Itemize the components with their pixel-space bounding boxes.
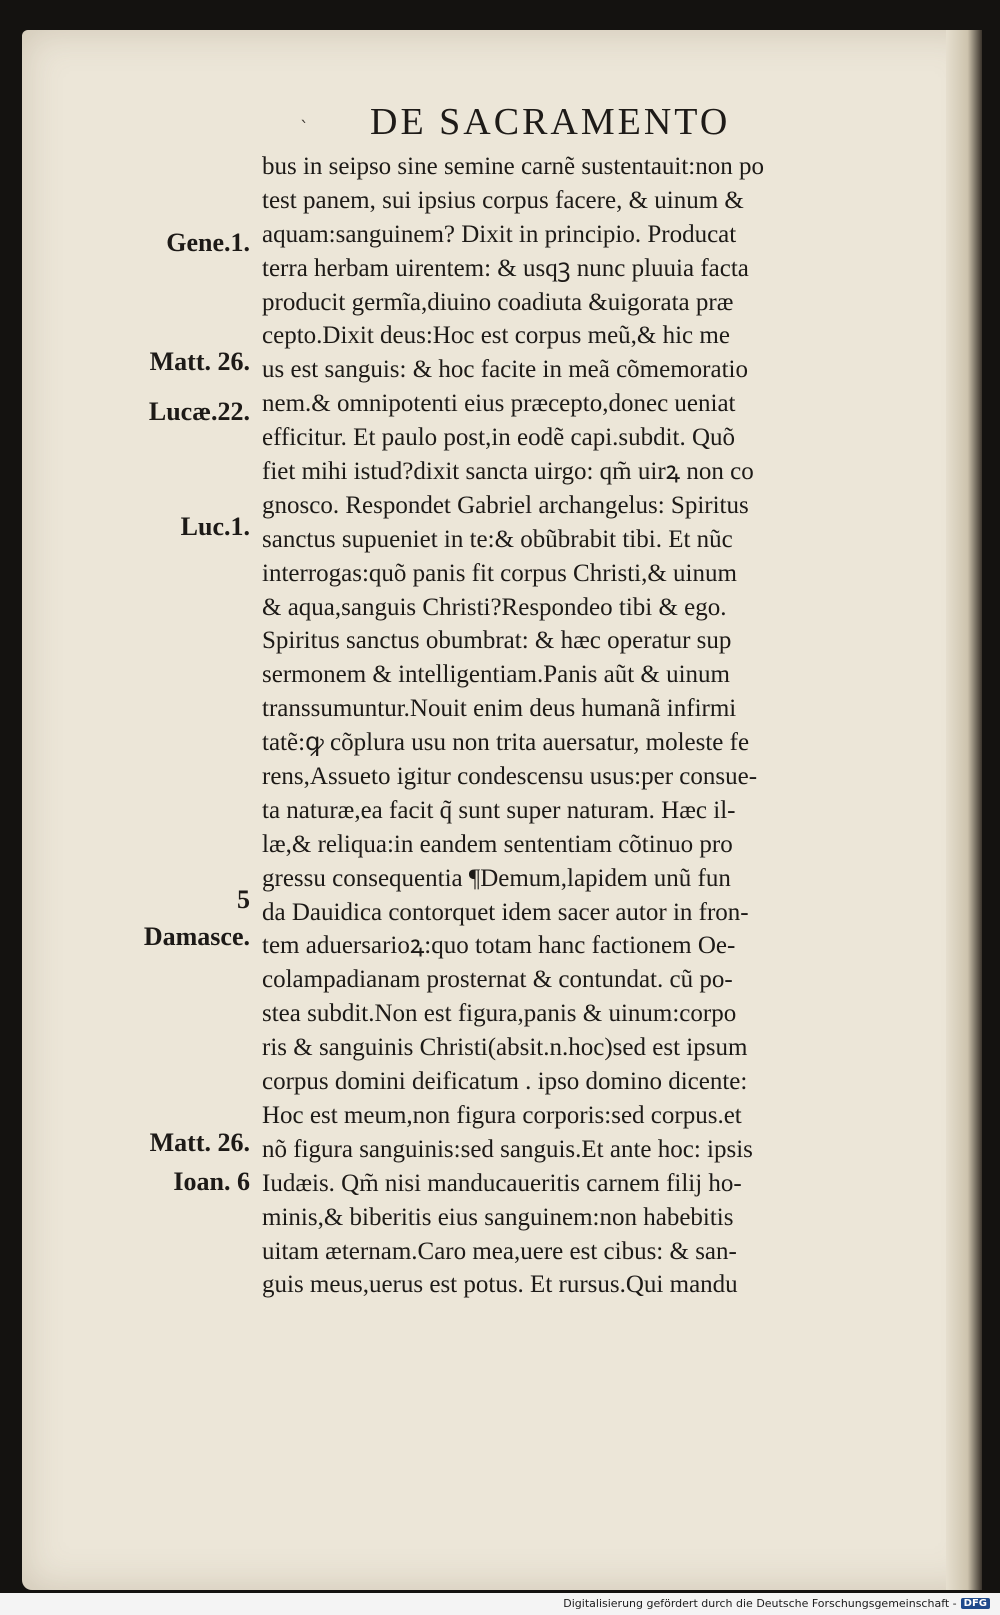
text-line: læ,& reliqua:in eandem sententiam cõtinuo pro	[262, 830, 733, 858]
dfg-logo: DFG	[961, 1598, 990, 1609]
text-line: us est sanguis: & hoc facite in meã cõmemoratio	[262, 356, 748, 384]
text-line: producit germĩa,diuino coadiuta &uigorata præ	[262, 288, 734, 316]
text-line: transsumuntur.Nouit enim deus humanã infirmi	[262, 695, 737, 723]
text-line: corpus domini deificatum . ipso domino dicente:	[262, 1068, 748, 1096]
text-line: nem.& omnipotenti eius præcepto,donec ueniat	[262, 390, 736, 418]
body-text	[262, 150, 952, 1302]
text-line: ris & sanguinis Christi(absit.n.hoc)sed est ipsum	[262, 1034, 748, 1062]
text-line: guis meus,uerus est potus. Et rursus.Qui mandu	[262, 1271, 738, 1299]
margin-note-number: 5	[237, 885, 250, 914]
text-line: sanctus supueniet in te:& obũbrabit tibi. Et nũc	[262, 525, 733, 553]
text-line: sermonem & intelligentiam.Panis aũt & uinum	[262, 661, 730, 689]
text-line: interrogas:quõ panis fit corpus Christi,& uinum	[262, 559, 737, 587]
text-line: nõ figura sanguinis:sed sanguis.Et ante hoc: ipsis	[262, 1135, 753, 1163]
text-line: terra herbam uirentem: & usqꝫ nunc pluuia facta	[262, 254, 749, 282]
text-line: efficitur. Et paulo post,in eodẽ capi.subdit. Quõ	[262, 424, 736, 452]
text-line: & aqua,sanguis Christi?Respondeo tibi & ego.	[262, 593, 727, 621]
text-line: aquam:sanguinem? Dixit in principio. Producat	[262, 220, 737, 248]
text-line: Spiritus sanctus obumbrat: & hæc operatur sup	[262, 627, 732, 655]
margin-note-matt-2: Matt. 26.	[149, 1128, 250, 1157]
text-line: uitam æternam.Caro mea,uere est cibus: & san-	[262, 1237, 737, 1265]
text-line: colampadianam prosternat & contundat. cũ po-	[262, 966, 733, 994]
head-mark: `	[300, 118, 309, 139]
margin-note-damasce: Damasce.	[143, 922, 250, 951]
text-line: tem aduersarioꝝ:quo totam hanc factionem Oe-	[262, 932, 736, 960]
margin-note-lucae: Lucæ.22.	[148, 397, 250, 426]
margin-note-gene: Gene.1.	[166, 228, 250, 257]
text-line: ta naturæ,ea facit q̃ sunt super naturam. Hæc il-	[262, 796, 736, 824]
margin-note-matt: Matt. 26.	[149, 347, 250, 376]
text-line: gressu consequentia ¶Demum,lapidem unũ fun	[262, 864, 731, 892]
text-line: bus in seipso sine semine carnẽ sustentauit:non po	[262, 153, 765, 180]
running-head: DE SACRAMENTO	[370, 101, 731, 143]
text-line: tatẽ:ꝙ cõplura usu non trita auersatur, moleste fe	[262, 729, 750, 757]
text-line: Hoc est meum,non figura corporis:sed corpus.et	[262, 1101, 742, 1129]
margin-note-ioan: Ioan. 6	[173, 1167, 250, 1196]
text-line: test panem, sui ipsius corpus facere, & uinum &	[262, 186, 744, 214]
text-line: Iudæis. Qm̃ nisi manducaueritis carnem filij ho-	[262, 1169, 742, 1197]
text-line: gnosco. Respondet Gabriel archangelus: Spiritus	[262, 491, 749, 519]
digitization-credit	[559, 1596, 994, 1611]
credit-text: Digitalisierung gefördert durch die Deutsche Forschungsgemeinschaft -	[563, 1597, 957, 1610]
margin-note-luc: Luc.1.	[180, 512, 250, 541]
text-line: stea subdit.Non est figura,panis & uinum:corpo	[262, 1000, 737, 1028]
text-line: da Dauidica contorquet idem sacer autor in fron-	[262, 898, 749, 926]
text-line: fiet mihi istud?dixit sancta uirgo: qm̃ uirꝝ non co	[262, 458, 754, 486]
text-line: cepto.Dixit deus:Hoc est corpus meũ,& hic me	[262, 322, 730, 350]
text-line: rens,Assueto igitur condescensu usus:per consue-	[262, 763, 758, 791]
text-line: minis,& biberitis eius sanguinem:non habebitis	[262, 1203, 734, 1231]
